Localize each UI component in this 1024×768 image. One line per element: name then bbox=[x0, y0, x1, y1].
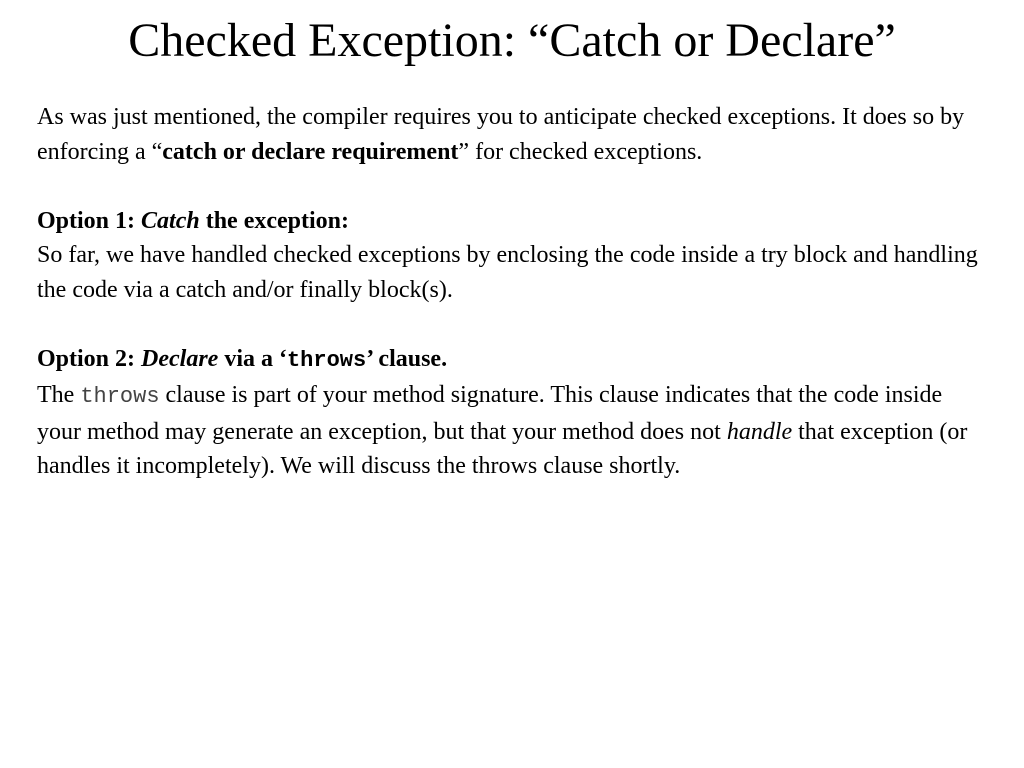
option1-body: So far, we have handled checked exceptions by enclosing the code inside a try block and handling the code via a catch and/or finally block(s). bbox=[37, 242, 978, 303]
option2-heading-prefix: Option 2: bbox=[37, 345, 142, 372]
option1-heading-prefix: Option 1: bbox=[37, 207, 142, 234]
option2-body-3: that exception (or handles it incompletely). We will discuss the throws clause shortly. bbox=[37, 418, 968, 479]
intro-text-1: As was just mentioned, the compiler requires you to anticipate checked exceptions. It does so by enforcing a “ bbox=[37, 104, 965, 165]
intro-emphasis: catch or declare requirement bbox=[162, 138, 459, 165]
option2-body-1: The bbox=[37, 382, 81, 408]
option2-heading-code: throws bbox=[286, 347, 367, 373]
option2-body bbox=[37, 378, 987, 484]
option2-body-code: throws bbox=[80, 384, 160, 409]
option1-heading-suffix: the exception: bbox=[199, 207, 349, 234]
spacer bbox=[37, 307, 987, 342]
slide-body bbox=[37, 100, 987, 484]
intro-paragraph bbox=[37, 100, 987, 169]
option2-heading bbox=[37, 342, 987, 379]
intro-text-2: ” for checked exceptions. bbox=[458, 138, 703, 165]
option2-heading-mid: via a ‘ bbox=[218, 345, 287, 372]
option2-heading-suffix: ’ clause. bbox=[366, 345, 448, 372]
option2-body-2: clause is part of your method signature. This clause indicates that the code inside your method may generate an exception, but that your method does not bbox=[37, 382, 943, 445]
option2-heading-italic: Declare bbox=[141, 345, 219, 372]
spacer bbox=[37, 169, 987, 204]
option1-heading bbox=[37, 204, 987, 239]
slide-title: Checked Exception: “Catch or Declare” bbox=[128, 14, 896, 67]
option2-body-italic: handle bbox=[726, 418, 793, 445]
option1-heading-italic: Catch bbox=[141, 207, 200, 234]
